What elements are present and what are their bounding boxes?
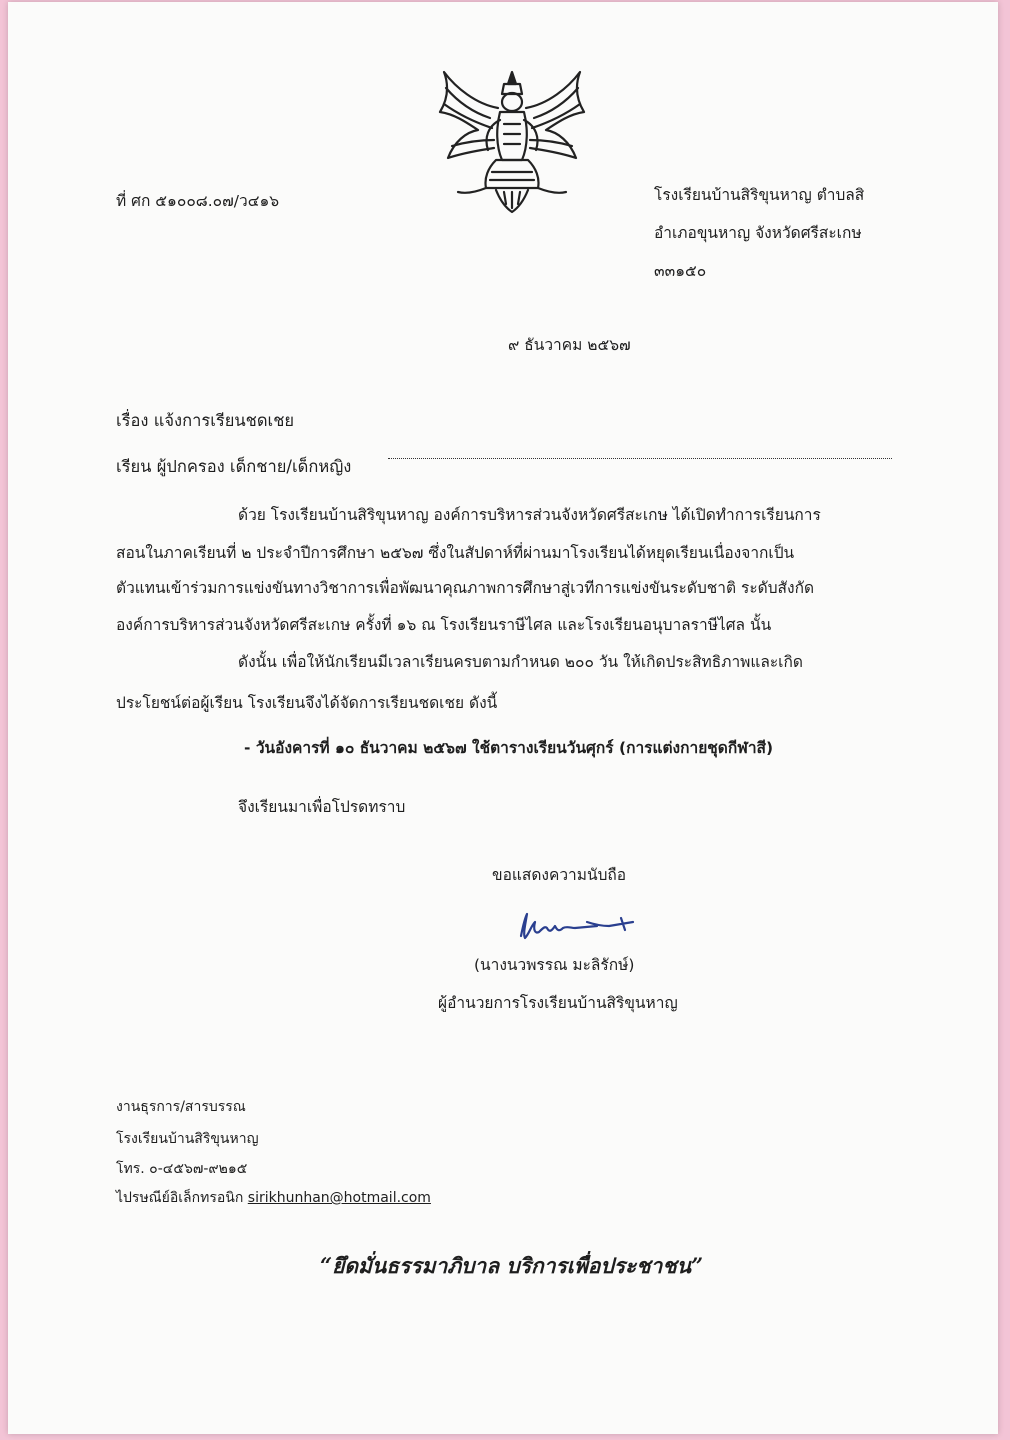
body-line-5: ดังนั้น เพื่อให้นักเรียนมีเวลาเรียนครบตามกำหนด ๒๐๐ วัน ให้เกิดประสิทธิภาพและเกิด: [238, 653, 803, 671]
body-line-2: สอนในภาคเรียนที่ ๒ ประจำปีการศึกษา ๒๕๖๗ ซึ่งในสัปดาห์ที่ผ่านมาโรงเรียนได้หยุดเรียนเนื่องจากเป็น: [116, 544, 795, 562]
letter-paper: [8, 2, 998, 1434]
handwritten-signature: [513, 908, 643, 948]
salutation: ขอแสดงความนับถือ: [492, 866, 627, 884]
school-motto: “ยึดมั่นธรรมาภิบาล บริการเพื่อประชาชน”: [320, 1253, 704, 1278]
closing-statement: จึงเรียนมาเพื่อโปรดทราบ: [238, 798, 406, 816]
body-line-3: ตัวแทนเข้าร่วมการแข่งขันทางวิชาการเพื่อพัฒนาคุณภาพการศึกษาสู่เวทีการแข่งขันระดับชาติ ระดับสังกัด: [116, 579, 815, 597]
signer-position: ผู้อำนวยการโรงเรียนบ้านสิริขุนหาญ: [438, 994, 678, 1012]
footer-school: โรงเรียนบ้านสิริขุนหาญ: [116, 1131, 259, 1147]
footer-email-label: ไปรษณีย์อิเล็กทรอนิก: [116, 1190, 244, 1206]
reference-number: ที่ ศก ๕๑๐๐๘.๐๗/ว๔๑๖: [116, 192, 280, 210]
footer-email-row: [116, 1187, 431, 1209]
make-up-class-schedule: - วันอังคารที่ ๑๐ ธันวาคม ๒๕๖๗ ใช้ตารางเรียนวันศุกร์ (การแต่งกายชุดกีฬาสี): [244, 739, 774, 757]
sender-address-line-1: โรงเรียนบ้านสิริขุนหาญ ตำบลสิ: [654, 186, 865, 204]
sender-address-postcode: ๓๓๑๕๐: [654, 262, 707, 280]
letter-recipient: เรียน ผู้ปกครอง เด็กชาย/เด็กหญิง: [116, 457, 352, 476]
body-line-1: ด้วย โรงเรียนบ้านสิริขุนหาญ องค์การบริหารส่วนจังหวัดศรีสะเกษ ได้เปิดทำการเรียนการ: [238, 506, 821, 524]
body-line-4: องค์การบริหารส่วนจังหวัดศรีสะเกษ ครั้งที่ ๑๖ ณ โรงเรียนราษีไศล และโรงเรียนอนุบาลราษีไศล นั้น: [116, 616, 772, 634]
footer-email-link[interactable]: sirikhunhan@hotmail.com: [247, 1190, 431, 1206]
letter-subject: เรื่อง แจ้งการเรียนชดเชย: [116, 411, 295, 430]
footer-phone: โทร. ๐-๔๕๖๗-๙๒๑๕: [116, 1161, 248, 1177]
letter-date: ๙ ธันวาคม ๒๕๖๗: [508, 336, 631, 354]
body-line-6: ประโยชน์ต่อผู้เรียน โรงเรียนจึงได้จัดการเรียนชดเชย ดังนี้: [116, 694, 498, 712]
recipient-name-blank: [388, 458, 892, 459]
footer-department: งานธุรการ/สารบรรณ: [116, 1099, 246, 1115]
garuda-emblem-icon: [436, 68, 588, 216]
signer-name: (นางนวพรรณ มะลิรักษ์): [474, 956, 635, 974]
sender-address-line-2: อำเภอขุนหาญ จังหวัดศรีสะเกษ: [654, 224, 862, 242]
